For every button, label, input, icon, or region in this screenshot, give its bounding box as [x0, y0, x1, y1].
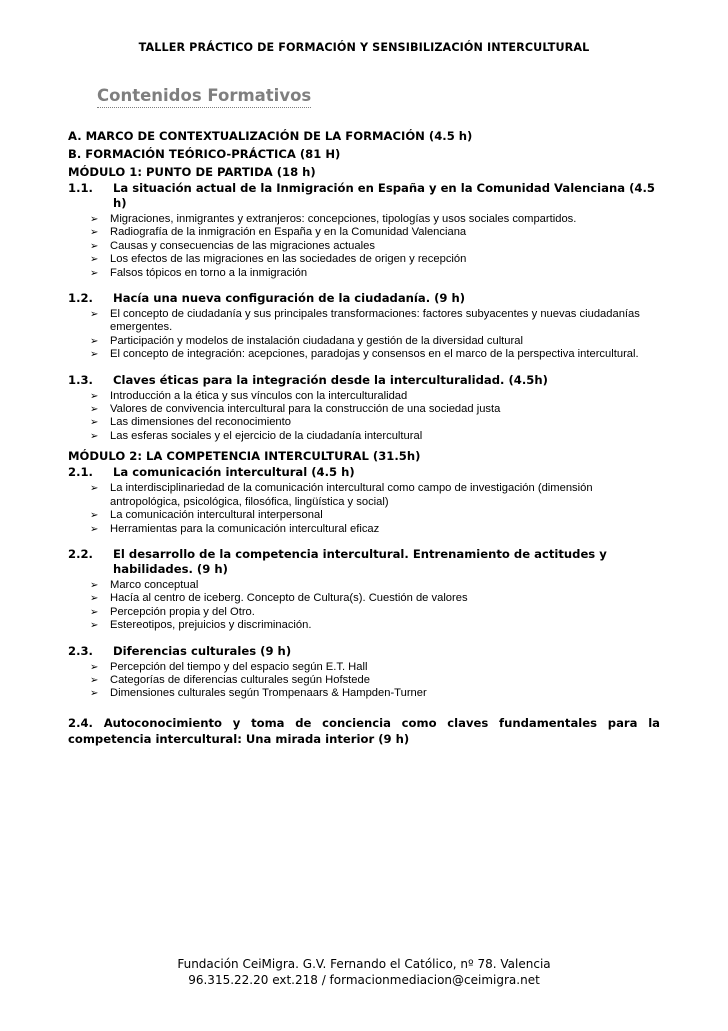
page-header: TALLER PRÁCTICO DE FORMACIÓN Y SENSIBILIZACIÓN INTERCULTURAL [138, 41, 590, 54]
list-item: ➢ La interdisciplinariedad de la comunicación intercultural como campo de investigación (dimensión antropológica, psicológica, filosófica, lingüística y social) [90, 482, 593, 508]
arrow-bullet-icon: ➢ [90, 606, 99, 618]
list-item: ➢ Falsos tópicos en torno a la inmigración [90, 266, 308, 279]
list-item: ➢ Los efectos de las migraciones en las sociedades de origen y recepción [90, 253, 467, 266]
list-item: ➢ Radiografía de la inmigración en España y en la Comunidad Valenciana [90, 226, 467, 239]
item-list-1-1 [68, 213, 660, 280]
arrow-bullet-icon: ➢ [90, 390, 99, 402]
footer-address: Fundación CeiMigra. G.V. Fernando el Católico, nº 78. Valencia [177, 957, 551, 971]
arrow-bullet-icon: ➢ [90, 510, 99, 522]
footer-contact: 96.315.22.20 ext.218 / formacionmediacion@ceimigra.net [188, 973, 540, 987]
arrow-bullet-icon: ➢ [90, 593, 99, 605]
arrow-bullet-icon: ➢ [90, 349, 99, 361]
subsection-title: Diferencias culturales (9 h) [113, 643, 292, 658]
arrow-bullet-icon: ➢ [90, 267, 99, 279]
list-item: ➢ El concepto de ciudadanía y sus principales transformaciones: factores subyacentes y nuevas ciudadanías emergentes. [90, 308, 640, 334]
subsection-1-2 [68, 291, 660, 306]
arrow-bullet-icon: ➢ [90, 523, 99, 535]
subsection-2-2 [68, 547, 660, 577]
subsection-number: 2.3. [68, 643, 93, 658]
list-item: ➢ Estereotipos, prejuicios y discriminación. [90, 619, 312, 632]
modulo-2-title: MÓDULO 2: LA COMPETENCIA INTERCULTURAL (31.5h) [68, 449, 421, 464]
subsection-title: El desarrollo de la competencia intercultural. Entrenamiento de actitudes y habilidades. (9 h) [113, 546, 607, 576]
section-b: B. FORMACIÓN TEÓRICO-PRÁCTICA (81 H) [68, 147, 341, 161]
arrow-bullet-icon: ➢ [90, 483, 99, 495]
subsection-number: 1.1. [68, 181, 93, 195]
subsection-number: 1.3. [68, 372, 93, 387]
contenidos-heading: Contenidos Formativos [97, 85, 311, 108]
arrow-bullet-icon: ➢ [90, 417, 99, 429]
page-footer [0, 956, 728, 988]
arrow-bullet-icon: ➢ [90, 661, 99, 673]
list-item: ➢ Participación y modelos de instalación ciudadana y gestión de la diversidad cultural [90, 334, 523, 347]
list-item: ➢ La comunicación intercultural interpersonal [90, 509, 323, 522]
subsection-title: La comunicación intercultural (4.5 h) [113, 465, 355, 480]
arrow-bullet-icon: ➢ [90, 579, 99, 591]
list-item: ➢ Las dimensiones del reconocimiento [90, 416, 291, 429]
modulo-1-title: MÓDULO 1: PUNTO DE PARTIDA (18 h) [68, 165, 316, 179]
item-list-2-1 [68, 482, 660, 536]
item-list-1-2 [68, 308, 660, 362]
list-item: ➢ Migraciones, inmigrantes y extranjeros: concepciones, tipologías y usos sociales compartidos. [90, 213, 577, 225]
subsection-2-1 [68, 465, 660, 480]
list-item: ➢ El concepto de integración: acepciones, paradojas y consensos en el marco de la perspectiva intercultural. [90, 348, 639, 361]
subsection-number: 2.1. [68, 465, 93, 480]
list-item: ➢ Marco conceptual [90, 578, 199, 591]
section-a: A. MARCO DE CONTEXTUALIZACIÓN DE LA FORMACIÓN (4.5 h) [68, 129, 473, 143]
item-list-1-3 [68, 390, 660, 444]
arrow-bullet-icon: ➢ [90, 688, 99, 700]
arrow-bullet-icon: ➢ [90, 430, 99, 442]
subsection-2-4: 2.4. Autoconocimiento y toma de conciencia como claves fundamentales para la competencia intercultural: Una mirada interior (9 h) [68, 715, 660, 746]
subsection-1-1 [68, 181, 660, 211]
list-item: ➢ Dimensiones culturales según Trompenaars & Hampden-Turner [90, 687, 427, 700]
subsection-number: 1.2. [68, 291, 93, 306]
subsection-1-3 [68, 373, 660, 388]
arrow-bullet-icon: ➢ [90, 254, 99, 266]
list-item: ➢ Introducción a la ética y sus vínculos con la interculturalidad [90, 389, 408, 402]
list-item: ➢ Hacía al centro de iceberg. Concepto de Cultura(s). Cuestión de valores [90, 592, 468, 605]
arrow-bullet-icon: ➢ [90, 674, 99, 686]
arrow-bullet-icon: ➢ [90, 214, 99, 225]
list-item: ➢ Percepción del tiempo y del espacio según E.T. Hall [90, 660, 368, 673]
subsection-2-3 [68, 644, 660, 659]
arrow-bullet-icon: ➢ [90, 240, 99, 252]
list-item: ➢ Valores de convivencia intercultural para la construcción de una sociedad justa [90, 403, 501, 416]
subsection-title: La situación actual de la Inmigración en España y en la Comunidad Valenciana (4.5 h) [113, 181, 655, 210]
list-item: ➢ Categorías de diferencias culturales según Hofstede [90, 673, 370, 686]
list-item: ➢ Percepción propia y del Otro. [90, 605, 255, 618]
arrow-bullet-icon: ➢ [90, 620, 99, 632]
item-list-2-2 [68, 579, 660, 633]
subsection-number: 2.2. [68, 546, 93, 561]
list-item: ➢ Causas y consecuencias de las migraciones actuales [90, 239, 375, 252]
subsection-title: Hacía una nueva configuración de la ciudadanía. (9 h) [113, 291, 466, 306]
arrow-bullet-icon: ➢ [90, 227, 99, 239]
list-item: ➢ Herramientas para la comunicación intercultural eficaz [90, 522, 380, 535]
document-body [68, 127, 660, 747]
arrow-bullet-icon: ➢ [90, 404, 99, 416]
item-list-2-3 [68, 661, 660, 701]
arrow-bullet-icon: ➢ [90, 335, 99, 347]
arrow-bullet-icon: ➢ [90, 309, 99, 321]
list-item: ➢ Las esferas sociales y el ejercicio de la ciudadanía intercultural [90, 429, 423, 442]
subsection-title: Claves éticas para la integración desde la interculturalidad. (4.5h) [113, 372, 548, 387]
